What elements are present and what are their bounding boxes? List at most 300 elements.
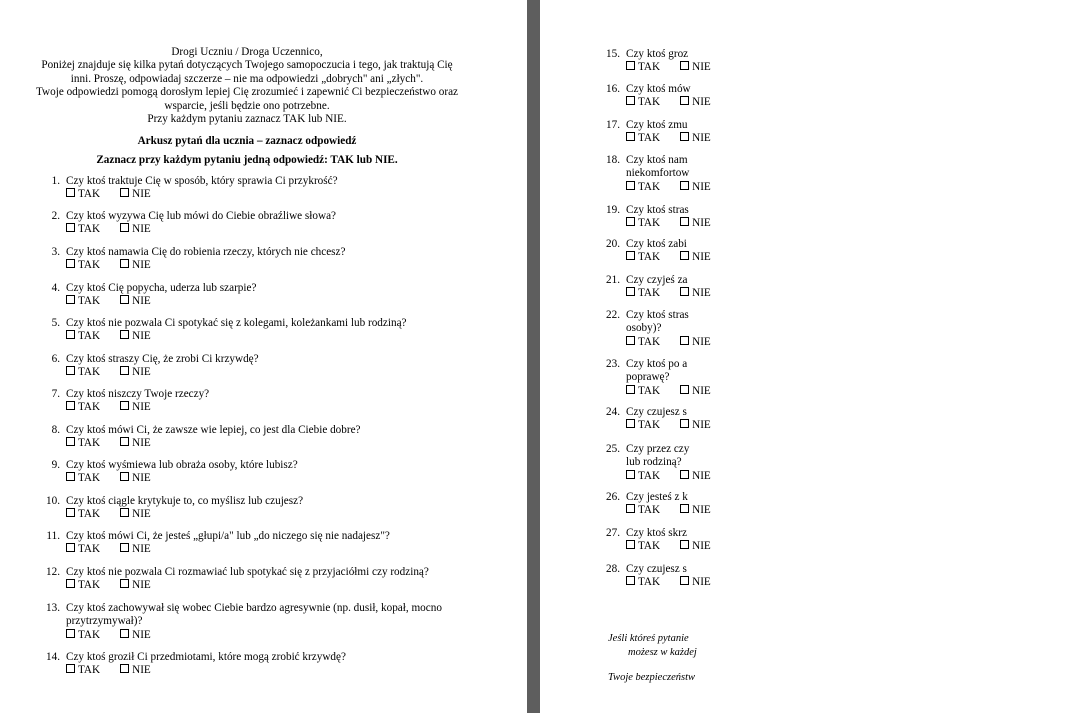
answer-no-option[interactable] xyxy=(120,259,151,272)
intro-line: Przy każdym pytaniu zaznacz TAK lub NIE. xyxy=(147,113,347,126)
answer-yes-label: TAK xyxy=(638,384,661,397)
answer-no-option[interactable] xyxy=(120,579,151,592)
question-text: Czy ktoś po a xyxy=(626,358,688,370)
checkbox-icon[interactable] xyxy=(626,385,635,394)
answer-options xyxy=(66,664,151,677)
question-text: Czy ktoś mówi Ci, że zawsze wie lepiej, co jest dla Ciebie dobre? xyxy=(66,424,361,436)
answer-yes-label: TAK xyxy=(638,287,661,300)
answer-no-label: NIE xyxy=(692,335,711,348)
answer-yes-option[interactable] xyxy=(626,181,660,194)
answer-options xyxy=(626,287,711,300)
question-text: Czy ktoś ciągle krytykuje to, co myślisz lub czujesz? xyxy=(66,495,304,507)
question-item xyxy=(40,424,520,451)
answer-yes-label: TAK xyxy=(78,188,101,201)
question-item xyxy=(40,388,520,415)
answer-options xyxy=(626,181,711,194)
question-number: 10. xyxy=(46,495,60,507)
answer-yes-label: TAK xyxy=(78,664,101,677)
question-item xyxy=(40,602,520,642)
answer-yes-label: TAK xyxy=(78,437,101,450)
answer-no-option[interactable] xyxy=(680,385,711,398)
question-text: Czy ktoś nie pozwala Ci rozmawiać lub spotykać się z przyjaciółmi czy rodziną? xyxy=(66,566,429,578)
question-number: 12. xyxy=(46,566,60,578)
answer-yes-option[interactable] xyxy=(626,217,660,230)
answer-no-label: NIE xyxy=(132,508,151,521)
question-item xyxy=(40,246,520,273)
answer-yes-option[interactable] xyxy=(626,576,660,589)
answer-options xyxy=(66,259,151,272)
checkbox-icon[interactable] xyxy=(120,629,129,638)
answer-options xyxy=(626,96,711,109)
question-item xyxy=(40,282,520,309)
question-text: Czy przez czy xyxy=(626,443,690,455)
checkbox-icon[interactable] xyxy=(626,576,635,585)
checkbox-icon[interactable] xyxy=(66,188,75,197)
answer-no-label: NIE xyxy=(132,628,151,641)
question-item xyxy=(600,274,1080,301)
answer-no-label: NIE xyxy=(692,384,711,397)
question-text: Czy ktoś skrz xyxy=(626,527,687,539)
checkbox-icon[interactable] xyxy=(626,217,635,226)
answer-no-option[interactable] xyxy=(120,664,151,677)
answer-no-option[interactable] xyxy=(680,251,711,264)
answer-no-option[interactable] xyxy=(680,470,711,483)
answer-no-option[interactable] xyxy=(680,287,711,300)
answer-yes-label: TAK xyxy=(638,96,661,109)
answer-no-label: NIE xyxy=(132,401,151,414)
question-number: 21. xyxy=(606,274,620,286)
checkbox-icon[interactable] xyxy=(66,223,75,232)
checkbox-icon[interactable] xyxy=(626,251,635,260)
answer-yes-label: TAK xyxy=(78,401,101,414)
question-text: Czy ktoś nam xyxy=(626,154,688,166)
answer-yes-option[interactable] xyxy=(626,419,660,432)
answer-no-option[interactable] xyxy=(680,217,711,230)
question-text: Czy ktoś traktuje Cię w sposób, który sprawia Ci przykrość? xyxy=(66,175,338,187)
answer-options xyxy=(66,223,151,236)
answer-yes-option[interactable] xyxy=(66,472,100,485)
answer-options xyxy=(66,437,151,450)
checkbox-icon[interactable] xyxy=(66,259,75,268)
checkbox-icon[interactable] xyxy=(680,385,689,394)
checkbox-icon[interactable] xyxy=(120,543,129,552)
question-number: 3. xyxy=(51,246,60,258)
question-text: Czy ktoś Cię popycha, uderza lub szarpie? xyxy=(66,282,257,294)
question-number: 13. xyxy=(46,602,60,614)
answer-yes-option[interactable] xyxy=(66,543,100,556)
question-text: Czy ktoś groził Ci przedmiotami, które mogą zrobić krzywdę? xyxy=(66,651,346,663)
answer-yes-label: TAK xyxy=(638,576,661,589)
answer-yes-option[interactable] xyxy=(66,437,100,450)
answer-no-label: NIE xyxy=(132,472,151,485)
checkbox-icon[interactable] xyxy=(626,96,635,105)
answer-no-label: NIE xyxy=(692,540,711,553)
answer-no-option[interactable] xyxy=(120,366,151,379)
answer-no-label: NIE xyxy=(692,96,711,109)
answer-no-label: NIE xyxy=(692,132,711,145)
checkbox-icon[interactable] xyxy=(120,401,129,410)
answer-yes-option[interactable] xyxy=(66,188,100,201)
answer-no-label: NIE xyxy=(692,419,711,432)
question-number: 28. xyxy=(606,563,620,575)
question-number: 14. xyxy=(46,651,60,663)
checkbox-icon[interactable] xyxy=(680,419,689,428)
answer-no-label: NIE xyxy=(132,295,151,308)
checkbox-icon[interactable] xyxy=(626,287,635,296)
checkbox-icon[interactable] xyxy=(680,251,689,260)
answer-options xyxy=(626,336,711,349)
answer-options xyxy=(66,188,151,201)
answer-yes-label: TAK xyxy=(78,259,101,272)
answer-no-option[interactable] xyxy=(680,132,711,145)
answer-options xyxy=(66,508,151,521)
document-page-left xyxy=(0,0,527,713)
answer-no-label: NIE xyxy=(692,251,711,264)
checkbox-icon[interactable] xyxy=(66,366,75,375)
answer-yes-option[interactable] xyxy=(626,287,660,300)
answer-no-label: NIE xyxy=(132,223,151,236)
question-item xyxy=(600,309,1080,349)
checkbox-icon[interactable] xyxy=(120,295,129,304)
answer-options xyxy=(626,217,711,230)
answer-no-option[interactable] xyxy=(120,188,151,201)
question-item xyxy=(600,563,1080,590)
answer-no-label: NIE xyxy=(692,180,711,193)
question-number: 15. xyxy=(606,48,620,60)
answer-yes-label: TAK xyxy=(638,217,661,230)
answer-no-label: NIE xyxy=(132,543,151,556)
answer-yes-option[interactable] xyxy=(626,132,660,145)
question-item xyxy=(600,119,1080,146)
question-text: niekomfortow xyxy=(626,167,690,180)
checkbox-icon[interactable] xyxy=(626,132,635,141)
intro-line: Twoje odpowiedzi pomogą dorosłym lepiej Cię zrozumieć i zapewnić Ci bezpieczeństwo oraz xyxy=(35,86,459,99)
answer-no-option[interactable] xyxy=(120,629,151,642)
answer-yes-option[interactable] xyxy=(626,336,660,349)
question-item xyxy=(600,358,1080,398)
answer-yes-label: TAK xyxy=(78,223,101,236)
checkbox-icon[interactable] xyxy=(120,188,129,197)
question-number: 4. xyxy=(51,282,60,294)
answer-no-option[interactable] xyxy=(120,295,151,308)
answer-options xyxy=(66,543,151,556)
checkbox-icon[interactable] xyxy=(680,96,689,105)
checkbox-icon[interactable] xyxy=(120,259,129,268)
answer-options xyxy=(66,295,151,308)
answer-yes-option[interactable] xyxy=(66,259,100,272)
checkbox-icon[interactable] xyxy=(66,330,75,339)
answer-no-option[interactable] xyxy=(120,437,151,450)
question-text: przytrzymywał)? xyxy=(66,615,143,628)
answer-yes-label: TAK xyxy=(638,540,661,553)
question-number: 23. xyxy=(606,358,620,370)
question-number: 2. xyxy=(51,210,60,222)
intro-text xyxy=(0,46,494,126)
answer-no-label: NIE xyxy=(692,469,711,482)
answer-yes-label: TAK xyxy=(78,330,101,343)
answer-yes-option[interactable] xyxy=(66,330,100,343)
question-number: 27. xyxy=(606,527,620,539)
checkbox-icon[interactable] xyxy=(66,437,75,446)
answer-no-option[interactable] xyxy=(120,508,151,521)
answer-no-label: NIE xyxy=(132,330,151,343)
question-text: Czy ktoś wyzywa Cię lub mówi do Ciebie obraźliwe słowa? xyxy=(66,210,336,222)
answer-no-option[interactable] xyxy=(680,504,711,517)
checkbox-icon[interactable] xyxy=(680,540,689,549)
question-number: 24. xyxy=(606,406,620,418)
checkbox-icon[interactable] xyxy=(680,504,689,513)
answer-no-label: NIE xyxy=(692,217,711,230)
answer-no-label: NIE xyxy=(132,664,151,677)
page-gutter xyxy=(527,0,540,713)
question-item xyxy=(40,210,520,237)
answer-yes-option[interactable] xyxy=(66,295,100,308)
question-item xyxy=(600,491,1080,518)
answer-no-option[interactable] xyxy=(680,96,711,109)
answer-yes-label: TAK xyxy=(638,335,661,348)
checkbox-icon[interactable] xyxy=(120,330,129,339)
answer-no-label: NIE xyxy=(132,437,151,450)
answer-yes-label: TAK xyxy=(638,504,661,517)
question-item xyxy=(600,154,1080,194)
answer-no-option[interactable] xyxy=(680,181,711,194)
answer-no-label: NIE xyxy=(132,366,151,379)
question-item xyxy=(600,48,1080,75)
checkbox-icon[interactable] xyxy=(680,181,689,190)
question-number: 8. xyxy=(51,424,60,436)
question-number: 20. xyxy=(606,238,620,250)
answer-options xyxy=(66,330,151,343)
checkbox-icon[interactable] xyxy=(120,366,129,375)
question-text: Czy ktoś wyśmiewa lub obraża osoby, które lubisz? xyxy=(66,459,298,471)
answer-yes-option[interactable] xyxy=(626,470,660,483)
question-text: lub rodziną? xyxy=(626,456,682,469)
question-number: 16. xyxy=(606,83,620,95)
answer-yes-option[interactable] xyxy=(626,385,660,398)
checkbox-icon[interactable] xyxy=(680,576,689,585)
question-text: Czy ktoś mów xyxy=(626,83,691,95)
answer-options xyxy=(626,61,711,74)
answer-yes-option[interactable] xyxy=(66,223,100,236)
answer-yes-option[interactable] xyxy=(626,61,660,74)
answer-yes-label: TAK xyxy=(78,628,101,641)
question-text: Czy ktoś straszy Cię, że zrobi Ci krzywdę? xyxy=(66,353,259,365)
question-number: 17. xyxy=(606,119,620,131)
checkbox-icon[interactable] xyxy=(626,181,635,190)
answer-no-option[interactable] xyxy=(680,336,711,349)
answer-no-option[interactable] xyxy=(120,401,151,414)
checkbox-icon[interactable] xyxy=(626,504,635,513)
answer-no-option[interactable] xyxy=(120,543,151,556)
answer-options xyxy=(66,472,151,485)
checkbox-icon[interactable] xyxy=(680,287,689,296)
checkbox-icon[interactable] xyxy=(626,470,635,479)
checkbox-icon[interactable] xyxy=(680,470,689,479)
question-text: Czy ktoś mówi Ci, że jesteś „głupi/a" lub „do niczego się nie nadajesz"? xyxy=(66,530,390,542)
answer-no-option[interactable] xyxy=(680,419,711,432)
question-item xyxy=(40,353,520,380)
footer-line: Twoje bezpieczeństw xyxy=(608,672,696,683)
answer-yes-label: TAK xyxy=(638,251,661,264)
checkbox-icon[interactable] xyxy=(66,543,75,552)
answer-yes-option[interactable] xyxy=(66,401,100,414)
answer-options xyxy=(66,401,151,414)
answer-yes-option[interactable] xyxy=(626,251,660,264)
question-text: Czy czujesz s xyxy=(626,563,687,575)
answer-yes-label: TAK xyxy=(638,132,661,145)
intro-line: wsparcie, jeśli będzie ono potrzebne. xyxy=(164,99,330,112)
question-number: 7. xyxy=(51,388,60,400)
question-number: 9. xyxy=(51,459,60,471)
question-item xyxy=(600,238,1080,265)
answer-no-label: NIE xyxy=(692,576,711,589)
answer-options xyxy=(626,540,711,553)
question-number: 11. xyxy=(46,530,60,542)
question-item xyxy=(40,459,520,486)
question-item xyxy=(40,530,520,557)
question-text: Czy czujesz s xyxy=(626,406,687,418)
question-number: 6. xyxy=(51,353,60,365)
answer-options xyxy=(626,251,711,264)
question-text: Czy czyjeś za xyxy=(626,274,688,286)
question-number: 22. xyxy=(606,309,620,321)
answer-yes-option[interactable] xyxy=(626,540,660,553)
answer-no-label: NIE xyxy=(692,287,711,300)
checkbox-icon[interactable] xyxy=(680,336,689,345)
answer-yes-label: TAK xyxy=(78,295,101,308)
checkbox-icon[interactable] xyxy=(66,508,75,517)
question-number: 5. xyxy=(51,317,60,329)
question-text: Czy ktoś zabi xyxy=(626,238,687,250)
question-number: 26. xyxy=(606,491,620,503)
answer-yes-label: TAK xyxy=(638,180,661,193)
checkbox-icon[interactable] xyxy=(120,437,129,446)
question-text: Czy ktoś stras xyxy=(626,204,689,216)
answer-no-option[interactable] xyxy=(680,540,711,553)
checkbox-icon[interactable] xyxy=(626,61,635,70)
question-item xyxy=(40,175,520,202)
answer-no-label: NIE xyxy=(132,259,151,272)
answer-options xyxy=(626,385,711,398)
question-item xyxy=(600,443,1080,483)
answer-no-option[interactable] xyxy=(120,223,151,236)
answer-no-option[interactable] xyxy=(120,330,151,343)
question-number: 25. xyxy=(606,443,620,455)
answer-no-option[interactable] xyxy=(680,576,711,589)
answer-yes-option[interactable] xyxy=(66,629,100,642)
answer-options xyxy=(626,504,711,517)
checkbox-icon[interactable] xyxy=(120,472,129,481)
checkbox-icon[interactable] xyxy=(626,540,635,549)
question-item xyxy=(600,83,1080,110)
document-page-right xyxy=(540,0,711,713)
answer-options xyxy=(626,419,711,432)
answer-no-label: NIE xyxy=(132,188,151,201)
question-text: Czy ktoś groz xyxy=(626,48,689,60)
answer-options xyxy=(66,366,151,379)
checkbox-icon[interactable] xyxy=(120,508,129,517)
footer-line: możesz w każdej xyxy=(628,647,697,658)
checkbox-icon[interactable] xyxy=(66,664,75,673)
question-text: Czy ktoś zachowywał się wobec Ciebie bardzo agresywnie (np. dusił, kopał, mocno xyxy=(66,602,442,614)
question-item xyxy=(600,406,1080,433)
footer-line: Jeśli któreś pytanie xyxy=(608,633,689,644)
answer-yes-option[interactable] xyxy=(66,579,100,592)
answer-yes-label: TAK xyxy=(78,543,101,556)
checkbox-icon[interactable] xyxy=(66,472,75,481)
question-number: 1. xyxy=(51,175,60,187)
question-text: poprawę? xyxy=(626,371,670,384)
checkbox-icon[interactable] xyxy=(680,132,689,141)
answer-yes-option[interactable] xyxy=(66,664,100,677)
question-item xyxy=(600,527,1080,554)
answer-options xyxy=(66,579,151,592)
answer-yes-option[interactable] xyxy=(626,504,660,517)
answer-options xyxy=(626,576,711,589)
answer-no-label: NIE xyxy=(132,579,151,592)
answer-no-option[interactable] xyxy=(680,61,711,74)
checkbox-icon[interactable] xyxy=(66,295,75,304)
question-text: Czy ktoś namawia Cię do robienia rzeczy, których nie chcesz? xyxy=(66,246,346,258)
intro-line: inni. Proszę, odpowiadaj szczerze – nie ma odpowiedzi „dobrych" ani „złych". xyxy=(70,72,424,85)
answer-no-option[interactable] xyxy=(120,472,151,485)
checkbox-icon[interactable] xyxy=(626,336,635,345)
checkbox-icon[interactable] xyxy=(120,664,129,673)
question-item xyxy=(40,495,520,522)
question-text: Czy ktoś niszczy Twoje rzeczy? xyxy=(66,388,210,400)
checkbox-icon[interactable] xyxy=(120,579,129,588)
checkbox-icon[interactable] xyxy=(66,629,75,638)
checkbox-icon[interactable] xyxy=(66,401,75,410)
answer-yes-option[interactable] xyxy=(66,508,100,521)
question-text: Czy ktoś zmu xyxy=(626,119,688,131)
question-number: 18. xyxy=(606,154,620,166)
greeting: Drogi Uczniu / Droga Uczennico, xyxy=(171,46,323,58)
question-text: Czy ktoś nie pozwala Ci spotykać się z kolegami, koleżankami lub rodziną? xyxy=(66,317,407,329)
question-text: Czy ktoś stras xyxy=(626,309,689,321)
question-text: Czy jesteś z k xyxy=(626,491,688,503)
answer-yes-label: TAK xyxy=(638,419,661,432)
answer-yes-label: TAK xyxy=(78,579,101,592)
answer-yes-label: TAK xyxy=(638,469,661,482)
answer-yes-option[interactable] xyxy=(66,366,100,379)
question-item xyxy=(40,317,520,344)
answer-options xyxy=(66,629,151,642)
answer-no-label: NIE xyxy=(692,504,711,517)
checkbox-icon[interactable] xyxy=(120,223,129,232)
intro-line: Poniżej znajduje się kilka pytań dotyczących Twojego samopoczucia i tego, jak traktują Cię xyxy=(41,59,453,72)
instruction: Zaznacz przy każdym pytaniu jedną odpowiedź: TAK lub NIE. xyxy=(96,154,398,166)
answer-yes-label: TAK xyxy=(78,366,101,379)
question-text: osoby)? xyxy=(626,322,662,335)
sheet-title: Arkusz pytań dla ucznia – zaznacz odpowiedź xyxy=(137,135,357,147)
checkbox-icon[interactable] xyxy=(680,61,689,70)
answer-options xyxy=(626,132,711,145)
answer-options xyxy=(626,470,711,483)
question-item xyxy=(600,204,1080,231)
question-number: 19. xyxy=(606,204,620,216)
checkbox-icon[interactable] xyxy=(680,217,689,226)
answer-yes-label: TAK xyxy=(78,472,101,485)
answer-yes-label: TAK xyxy=(78,508,101,521)
question-item xyxy=(40,566,520,593)
checkbox-icon[interactable] xyxy=(626,419,635,428)
question-item xyxy=(40,651,520,678)
answer-yes-label: TAK xyxy=(638,61,661,74)
answer-yes-option[interactable] xyxy=(626,96,660,109)
checkbox-icon[interactable] xyxy=(66,579,75,588)
answer-no-label: NIE xyxy=(692,61,711,74)
